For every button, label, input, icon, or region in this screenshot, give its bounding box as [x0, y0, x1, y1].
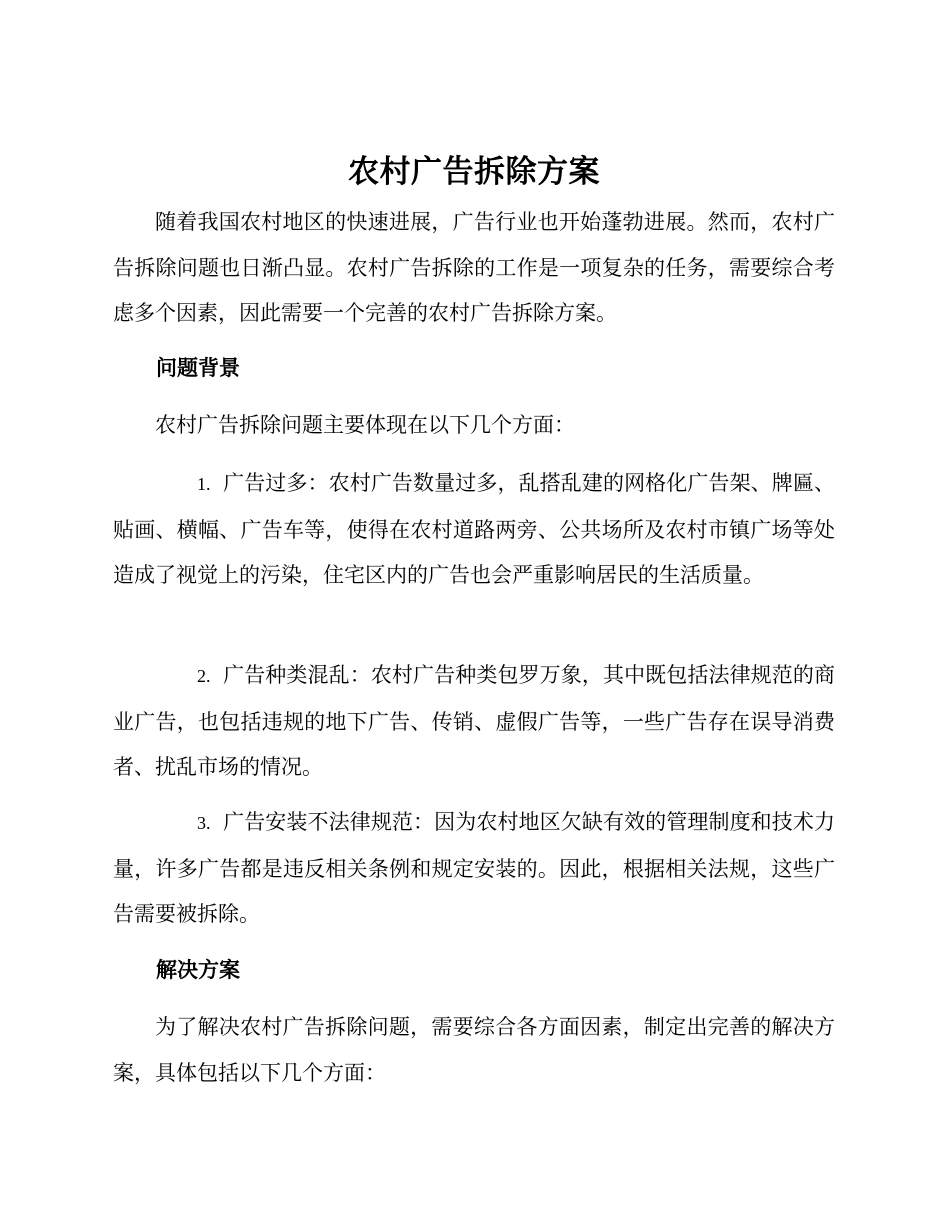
list-item: [113, 800, 835, 938]
list-item-text: 广告安装不法律规范：因为农村地区欠缺有效的管理制度和技术力量，许多广告都是违反相关条例和规定安装的。因此，根据相关法规，这些广告需要被拆除。: [113, 810, 835, 926]
list-item-text: 广告过多：农村广告数量过多，乱搭乱建的网格化广告架、牌匾、贴画、横幅、广告车等，使得在农村道路两旁、公共场所及农村市镇广场等处造成了视觉上的污染，住宅区内的广告也会严重影响居民的生活质量。: [113, 471, 835, 587]
section-lead-background: 农村广告拆除问题主要体现在以下几个方面：: [155, 413, 575, 437]
list-number: 3.: [197, 813, 211, 833]
list-number: 2.: [197, 666, 211, 686]
list-item: [113, 653, 835, 791]
section-heading-solution: 解决方案: [156, 958, 240, 982]
section-lead-solution: 为了解决农村广告拆除问题，需要综合各方面因素，制定出完善的解决方案，具体包括以下几个方面：: [113, 1015, 835, 1085]
document-title: 农村广告拆除方案: [348, 154, 600, 190]
list-number: 1.: [197, 474, 211, 494]
list-item-text: 广告种类混乱：农村广告种类包罗万象，其中既包括法律规范的商业广告，也包括违规的地下广告、传销、虚假广告等，一些广告存在误导消费者、扰乱市场的情况。: [113, 663, 835, 779]
list-item: [113, 461, 835, 599]
intro-paragraph: 随着我国农村地区的快速进展，广告行业也开始蓬勃进展。然而，农村广告拆除问题也日渐凸显。农村广告拆除的工作是一项复杂的任务，需要综合考虑多个因素，因此需要一个完善的农村广告拆除方案。: [113, 210, 835, 325]
section-heading-background: 问题背景: [156, 356, 240, 380]
